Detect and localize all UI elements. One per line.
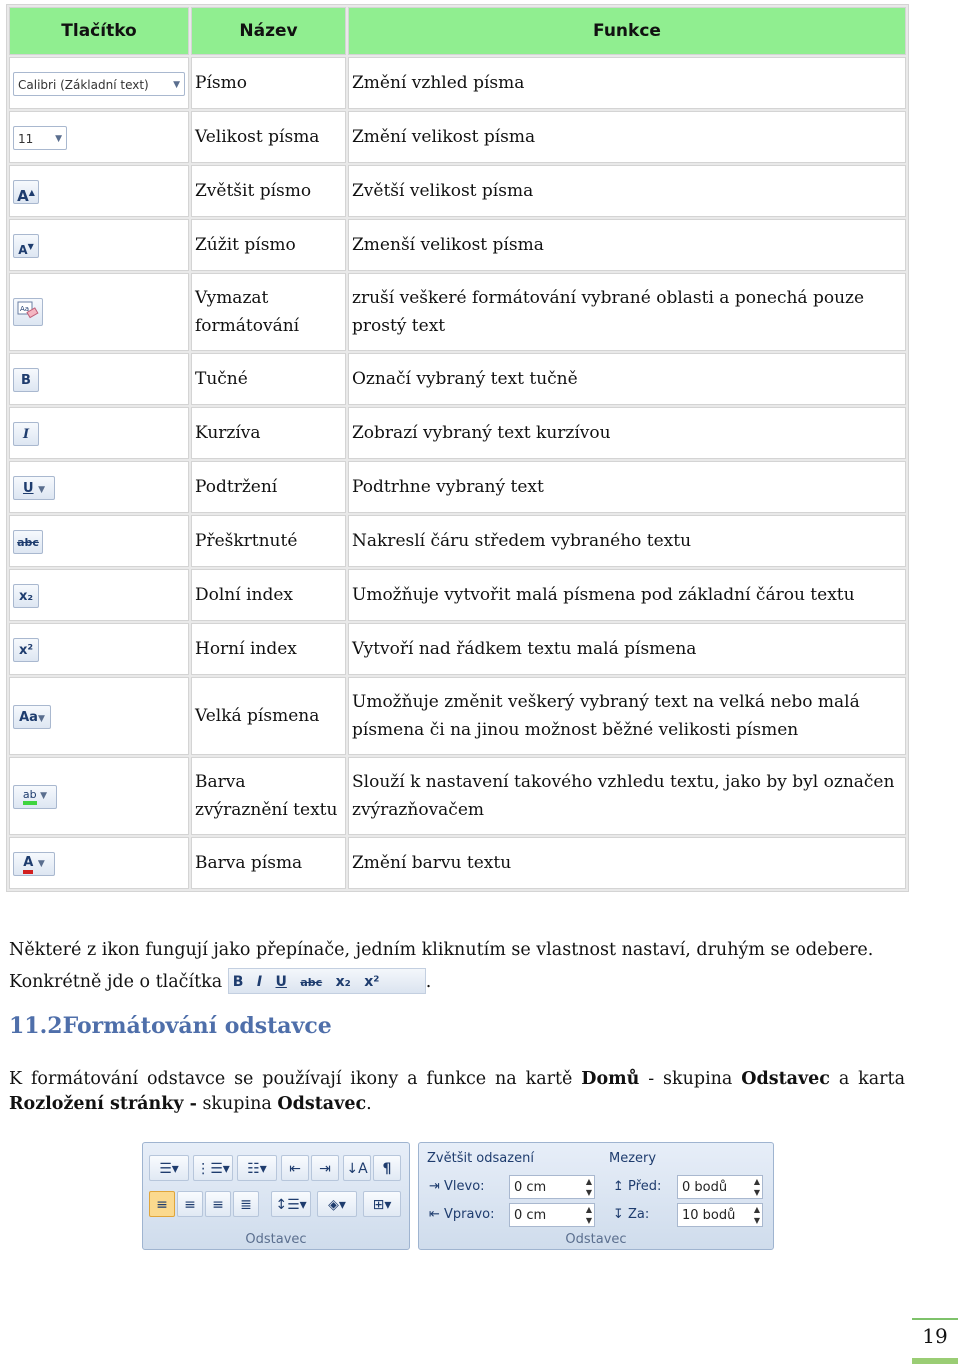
subscript-icon: x₂	[13, 584, 39, 608]
indent-right-label: ⇤ Vpravo:	[429, 1207, 495, 1222]
name-cell: Přeškrtnuté	[191, 515, 346, 567]
ribbon-caption: Odstavec	[565, 1232, 627, 1247]
table-row	[9, 677, 906, 755]
table-row	[9, 407, 906, 459]
spacing-before-field[interactable]: 0 bodů ▲ ▼	[677, 1175, 763, 1199]
spacing-title: Mezery	[609, 1151, 657, 1166]
function-cell: Zobrazí vybraný text kurzívou	[348, 407, 906, 459]
toggle-buttons-strip	[228, 968, 426, 994]
function-cell: Změní vzhled písma	[348, 57, 906, 109]
header-function: Funkce	[348, 7, 906, 55]
button-cell	[9, 461, 189, 513]
name-cell: Tučné	[191, 353, 346, 405]
name-cell: Podtržení	[191, 461, 346, 513]
name-cell: Barva písma	[191, 837, 346, 889]
line-spacing-icon: ↕☰▾	[271, 1191, 311, 1217]
button-cell	[9, 623, 189, 675]
button-cell	[9, 57, 189, 109]
name-cell: Písmo	[191, 57, 346, 109]
button-cell	[9, 515, 189, 567]
name-cell: Dolní index	[191, 569, 346, 621]
multilevel-list-icon: ☷▾	[237, 1155, 277, 1181]
button-cell	[9, 677, 189, 755]
page-number-bar	[912, 1358, 958, 1364]
font-name-combo: Calibri (Základní text) ▼	[13, 72, 185, 96]
toggle-paragraph	[9, 934, 905, 998]
spacing-before-icon: ↥	[613, 1179, 629, 1194]
spacing-after-label: ↧ Za:	[613, 1207, 650, 1222]
table-header-row	[9, 7, 906, 55]
shrink-font-icon: A▼	[13, 234, 39, 258]
page-number-box	[912, 1318, 958, 1358]
justify-icon: ≣	[233, 1191, 259, 1217]
tab-home: Domů	[581, 1069, 640, 1089]
font-color-icon: A ▼	[13, 852, 55, 876]
spinner-icon[interactable]: ▲ ▼	[753, 1205, 760, 1225]
clear-formatting-icon	[13, 298, 43, 326]
button-cell	[9, 219, 189, 271]
function-cell: Vytvoří nad řádkem textu malá písmena	[348, 623, 906, 675]
sort-icon: ↓A	[343, 1155, 371, 1181]
borders-icon: ⊞▾	[363, 1191, 401, 1217]
section-number: 11.2	[9, 1013, 63, 1039]
tab-page-layout: Rozložení stránky -	[9, 1094, 197, 1114]
align-center-icon: ≡	[177, 1191, 203, 1217]
name-cell: Kurzíva	[191, 407, 346, 459]
button-cell	[9, 837, 189, 889]
group-paragraph: Odstavec	[741, 1069, 830, 1089]
function-cell: Zvětší velikost písma	[348, 165, 906, 217]
function-cell: Nakreslí čáru středem vybraného textu	[348, 515, 906, 567]
toggle-paragraph-line2: Konkrétně jde o tlačítka B I U abc x₂ x² .	[9, 966, 905, 998]
function-cell: Označí vybraný text tučně	[348, 353, 906, 405]
spacing-before-label: ↥ Před:	[613, 1179, 662, 1194]
bold-icon: B	[232, 973, 244, 990]
underline-icon: U ▼	[13, 476, 55, 500]
grow-font-icon: A▲	[13, 180, 39, 204]
spinner-icon[interactable]: ▲ ▼	[585, 1177, 592, 1197]
button-cell	[9, 111, 189, 163]
table-row	[9, 515, 906, 567]
pilcrow-icon: ¶	[373, 1155, 401, 1181]
function-cell: zruší veškeré formátování vybrané oblasti a ponechá pouze prostý text	[348, 273, 906, 351]
name-cell: Vymazat formátování	[191, 273, 346, 351]
decrease-indent-icon: ⇤	[281, 1155, 309, 1181]
indent-title: Zvětšit odsazení	[427, 1151, 534, 1166]
highlight-color-icon: ab ▼	[13, 785, 57, 809]
name-cell: Zvětšit písmo	[191, 165, 346, 217]
button-cell	[9, 569, 189, 621]
align-right-icon: ≡	[205, 1191, 231, 1217]
function-cell: Umožňuje změnit veškerý vybraný text na velká nebo malá písmena či na jinou možnost běžné velikosti písmen	[348, 677, 906, 755]
svg-text:Aa: Aa	[20, 305, 30, 314]
indent-left-icon: ⇥	[429, 1179, 445, 1194]
ribbon-paragraph-home	[142, 1142, 410, 1250]
section-title: Formátování odstavce	[62, 1013, 332, 1039]
name-cell: Velká písmena	[191, 677, 346, 755]
change-case-icon: Aa▼	[13, 705, 51, 729]
indent-right-field[interactable]: 0 cm ▲ ▼	[509, 1203, 595, 1227]
strikethrough-icon: abc	[300, 975, 323, 989]
group-paragraph: Odstavec	[277, 1094, 367, 1114]
italic-icon: I	[13, 422, 39, 446]
table-row	[9, 461, 906, 513]
function-cell: Změní barvu textu	[348, 837, 906, 889]
indent-left-field[interactable]: 0 cm ▲ ▼	[509, 1175, 595, 1199]
spacing-after-field[interactable]: 10 bodů ▲ ▼	[677, 1203, 763, 1227]
bullets-icon: ☰▾	[149, 1155, 189, 1181]
page-number: 19	[922, 1324, 948, 1348]
button-cell	[9, 273, 189, 351]
table-row	[9, 57, 906, 109]
button-cell	[9, 757, 189, 835]
header-name: Název	[191, 7, 346, 55]
function-cell: Změní velikost písma	[348, 111, 906, 163]
button-cell	[9, 165, 189, 217]
table-row	[9, 757, 906, 835]
superscript-icon: x²	[13, 638, 39, 662]
header-button: Tlačítko	[9, 7, 189, 55]
function-cell: Slouží k nastavení takového vzhledu textu, jako by byl označen zvýrazňovačem	[348, 757, 906, 835]
indent-right-icon: ⇤	[429, 1207, 445, 1222]
align-left-icon: ≡	[149, 1191, 175, 1217]
table-row	[9, 623, 906, 675]
spinner-icon[interactable]: ▲ ▼	[753, 1177, 760, 1197]
function-cell: Umožňuje vytvořit malá písmena pod základní čárou textu	[348, 569, 906, 621]
button-cell	[9, 407, 189, 459]
table-row	[9, 219, 906, 271]
table-row	[9, 569, 906, 621]
chevron-down-icon: ▼	[55, 133, 62, 144]
spinner-icon[interactable]: ▲ ▼	[585, 1205, 592, 1225]
paragraph-formatting-text: K formátování odstavce se používají ikony a funkce na kartě Domů - skupina Odstavec a karta Rozložení stránky - skupina Odstavec.	[9, 1069, 906, 1114]
increase-indent-icon: ⇥	[311, 1155, 339, 1181]
section-heading	[9, 1013, 332, 1039]
toggle-paragraph-line1: Některé z ikon fungují jako přepínače, jedním kliknutím se vlastnost nastaví, druhým se odebere.	[9, 940, 874, 960]
font-size-combo: 11 ▼	[13, 126, 67, 150]
name-cell: Horní index	[191, 623, 346, 675]
numbering-icon: ⋮☰▾	[193, 1155, 233, 1181]
name-cell: Velikost písma	[191, 111, 346, 163]
superscript-icon: x²	[364, 973, 380, 990]
name-cell: Barva zvýraznění textu	[191, 757, 346, 835]
italic-icon: I	[256, 973, 263, 990]
table-row	[9, 165, 906, 217]
ribbon-paragraph-layout	[418, 1142, 774, 1250]
ribbon-caption: Odstavec	[245, 1232, 307, 1247]
spacing-after-icon: ↧	[613, 1207, 629, 1222]
formatting-table	[6, 4, 909, 892]
table-row	[9, 111, 906, 163]
table-row	[9, 837, 906, 889]
name-cell: Zúžit písmo	[191, 219, 346, 271]
indent-left-label: ⇥ Vlevo:	[429, 1179, 485, 1194]
table-row	[9, 273, 906, 351]
button-cell	[9, 353, 189, 405]
table-row	[9, 353, 906, 405]
strikethrough-icon: abc	[13, 530, 43, 554]
shading-icon: ◈▾	[317, 1191, 357, 1217]
function-cell: Zmenší velikost písma	[348, 219, 906, 271]
chevron-down-icon: ▼	[173, 79, 180, 90]
underline-icon: U	[275, 973, 287, 990]
subscript-icon: x₂	[335, 973, 351, 990]
function-cell: Podtrhne vybraný text	[348, 461, 906, 513]
bold-icon: B	[13, 368, 39, 392]
